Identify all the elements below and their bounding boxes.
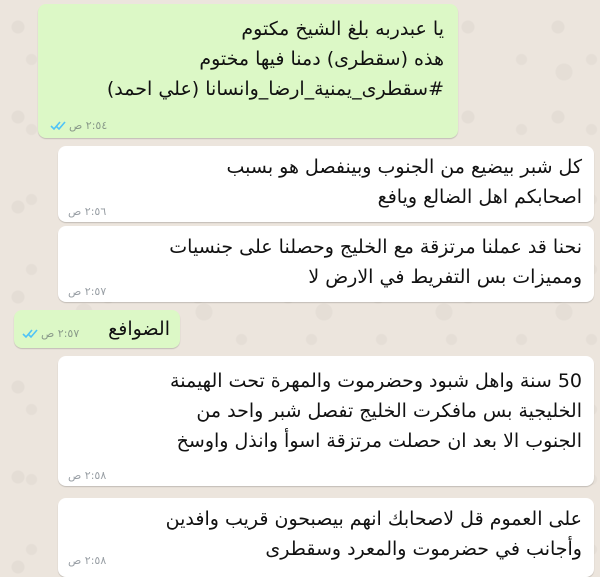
incoming-message-bubble[interactable] [58,356,594,486]
message-meta [68,205,106,218]
message-line: ومميزات بس التفريط في الارض لا [308,266,582,288]
message-meta [68,285,106,298]
message-line: #سقطرى_يمنية_ارضا_وانسانا (علي احمد) [106,78,444,100]
incoming-message-bubble[interactable] [58,146,594,222]
message-meta [68,469,106,482]
message-line: الجنوب الا بعد ان حصلت مرتزقة اسوأ وانذل واوسخ [176,430,582,452]
double-check-icon [22,328,38,339]
message-time: ٢:٥٦ ص [68,205,107,218]
outgoing-message-bubble[interactable] [38,4,458,138]
message-line: اصحابكم اهل الضالع ويافع [377,186,582,208]
message-meta [22,327,79,340]
message-line: 50 سنة واهل شبود وحضرموت والمهرة تحت الهيمنة [170,370,582,392]
message-line: الخليجية بس مافكرت الخليج تفصل شبر واحد من [196,400,582,422]
message-meta [68,554,106,567]
message-line: نحنا قد عملنا مرتزقة مع الخليج وحصلنا على جنسيات [169,236,582,258]
double-check-icon [50,120,66,131]
message-time: ٢:٥٨ ص [68,554,107,567]
message-line: يا عبدربه بلغ الشيخ مكتوم [241,18,444,40]
message-line: كل شبر بيضيع من الجنوب وبينفصل هو بسبب [226,156,582,178]
message-meta [50,119,107,132]
message-time: ٢:٥٧ ص [41,327,80,340]
message-line: الضوافع [108,318,170,340]
message-time: ٢:٥٧ ص [68,285,107,298]
message-line: على العموم قل لاصحابك انهم بيصبحون قريب وافدين [165,508,582,530]
message-time: ٢:٥٨ ص [68,469,107,482]
incoming-message-bubble[interactable] [58,498,594,577]
outgoing-message-bubble[interactable] [14,310,180,348]
message-line: هذه (سقطرى) دمنا فيها مختوم [199,48,444,70]
message-time: ٢:٥٤ ص [69,119,108,132]
incoming-message-bubble[interactable] [58,226,594,302]
message-line: وأجانب في حضرموت والمعرد وسقطرى [265,538,582,560]
